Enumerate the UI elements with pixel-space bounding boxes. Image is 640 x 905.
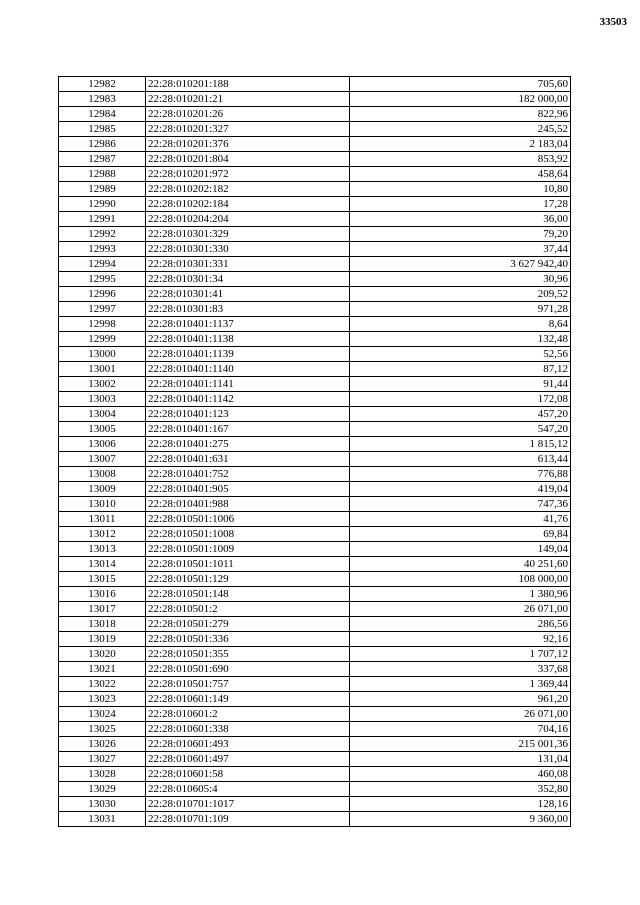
row-number-cell: 12990 [59, 197, 146, 212]
table-row [59, 782, 571, 797]
table-row [59, 662, 571, 677]
value-cell: 458,64 [350, 167, 571, 182]
cadastral-number-cell: 22:28:010501:129 [146, 572, 350, 587]
cadastral-number-cell: 22:28:010501:757 [146, 677, 350, 692]
table-row [59, 212, 571, 227]
table-row [59, 422, 571, 437]
table-row [59, 152, 571, 167]
table-row [59, 407, 571, 422]
cadastral-number-cell: 22:28:010501:355 [146, 647, 350, 662]
value-cell: 17,28 [350, 197, 571, 212]
table-row [59, 527, 571, 542]
table-row [59, 587, 571, 602]
table-row [59, 107, 571, 122]
row-number-cell: 12996 [59, 287, 146, 302]
cadastral-number-cell: 22:28:010201:972 [146, 167, 350, 182]
cadastral-number-cell: 22:28:010401:1140 [146, 362, 350, 377]
table-row [59, 467, 571, 482]
value-cell: 3 627 942,40 [350, 257, 571, 272]
value-cell: 26 071,00 [350, 602, 571, 617]
value-cell: 1 380,96 [350, 587, 571, 602]
value-cell: 215 001,36 [350, 737, 571, 752]
row-number-cell: 12982 [59, 77, 146, 92]
table-row [59, 797, 571, 812]
table-row [59, 77, 571, 92]
table-row [59, 452, 571, 467]
row-number-cell: 12993 [59, 242, 146, 257]
cadastral-number-cell: 22:28:010204:204 [146, 212, 350, 227]
cadastral-number-cell: 22:28:010401:631 [146, 452, 350, 467]
value-cell: 91,44 [350, 377, 571, 392]
cadastral-number-cell: 22:28:010601:497 [146, 752, 350, 767]
table-body [59, 77, 571, 827]
cadastral-number-cell: 22:28:010201:188 [146, 77, 350, 92]
value-cell: 37,44 [350, 242, 571, 257]
row-number-cell: 13000 [59, 347, 146, 362]
row-number-cell: 13005 [59, 422, 146, 437]
row-number-cell: 13006 [59, 437, 146, 452]
cadastral-number-cell: 22:28:010201:376 [146, 137, 350, 152]
cadastral-number-cell: 22:28:010501:1006 [146, 512, 350, 527]
table-row [59, 377, 571, 392]
value-cell: 41,76 [350, 512, 571, 527]
value-cell: 87,12 [350, 362, 571, 377]
value-cell: 776,88 [350, 467, 571, 482]
value-cell: 971,28 [350, 302, 571, 317]
value-cell: 209,52 [350, 287, 571, 302]
page-number: 33503 [599, 16, 627, 28]
cadastral-value-table [58, 76, 571, 827]
cadastral-number-cell: 22:28:010401:1137 [146, 317, 350, 332]
value-cell: 26 071,00 [350, 707, 571, 722]
cadastral-number-cell: 22:28:010401:1139 [146, 347, 350, 362]
row-number-cell: 13031 [59, 812, 146, 827]
row-number-cell: 13018 [59, 617, 146, 632]
cadastral-number-cell: 22:28:010301:329 [146, 227, 350, 242]
table-row [59, 122, 571, 137]
cadastral-number-cell: 22:28:010401:167 [146, 422, 350, 437]
cadastral-number-cell: 22:28:010401:1141 [146, 377, 350, 392]
row-number-cell: 13003 [59, 392, 146, 407]
value-cell: 128,16 [350, 797, 571, 812]
value-cell: 1 369,44 [350, 677, 571, 692]
cadastral-number-cell: 22:28:010301:83 [146, 302, 350, 317]
table-row [59, 752, 571, 767]
cadastral-number-cell: 22:28:010701:1017 [146, 797, 350, 812]
table-row [59, 482, 571, 497]
cadastral-number-cell: 22:28:010501:336 [146, 632, 350, 647]
value-cell: 457,20 [350, 407, 571, 422]
table-row [59, 272, 571, 287]
table-row [59, 557, 571, 572]
value-cell: 92,16 [350, 632, 571, 647]
table-row [59, 347, 571, 362]
value-cell: 419,04 [350, 482, 571, 497]
table-row [59, 437, 571, 452]
row-number-cell: 12987 [59, 152, 146, 167]
table-row [59, 182, 571, 197]
row-number-cell: 12986 [59, 137, 146, 152]
value-cell: 149,04 [350, 542, 571, 557]
value-cell: 961,20 [350, 692, 571, 707]
cadastral-number-cell: 22:28:010202:182 [146, 182, 350, 197]
table-row [59, 707, 571, 722]
row-number-cell: 13004 [59, 407, 146, 422]
value-cell: 1 707,12 [350, 647, 571, 662]
cadastral-number-cell: 22:28:010301:34 [146, 272, 350, 287]
cadastral-number-cell: 22:28:010201:26 [146, 107, 350, 122]
cadastral-number-cell: 22:28:010701:109 [146, 812, 350, 827]
cadastral-number-cell: 22:28:010501:1008 [146, 527, 350, 542]
table-row [59, 602, 571, 617]
cadastral-number-cell: 22:28:010401:752 [146, 467, 350, 482]
table-row [59, 542, 571, 557]
row-number-cell: 13002 [59, 377, 146, 392]
row-number-cell: 13027 [59, 752, 146, 767]
row-number-cell: 13017 [59, 602, 146, 617]
row-number-cell: 13001 [59, 362, 146, 377]
table-row [59, 362, 571, 377]
table-row [59, 647, 571, 662]
row-number-cell: 13012 [59, 527, 146, 542]
table-row [59, 317, 571, 332]
cadastral-number-cell: 22:28:010601:58 [146, 767, 350, 782]
table-row [59, 257, 571, 272]
cadastral-number-cell: 22:28:010501:279 [146, 617, 350, 632]
value-cell: 10,80 [350, 182, 571, 197]
row-number-cell: 12994 [59, 257, 146, 272]
value-cell: 69,84 [350, 527, 571, 542]
row-number-cell: 12983 [59, 92, 146, 107]
cadastral-number-cell: 22:28:010601:2 [146, 707, 350, 722]
row-number-cell: 12997 [59, 302, 146, 317]
row-number-cell: 13020 [59, 647, 146, 662]
value-cell: 52,56 [350, 347, 571, 362]
value-cell: 352,80 [350, 782, 571, 797]
table-row [59, 737, 571, 752]
cadastral-number-cell: 22:28:010501:148 [146, 587, 350, 602]
cadastral-number-cell: 22:28:010401:123 [146, 407, 350, 422]
value-cell: 2 183,04 [350, 137, 571, 152]
row-number-cell: 13021 [59, 662, 146, 677]
value-cell: 131,04 [350, 752, 571, 767]
row-number-cell: 13022 [59, 677, 146, 692]
table-row [59, 812, 571, 827]
cadastral-number-cell: 22:28:010601:338 [146, 722, 350, 737]
table-row [59, 512, 571, 527]
table-row [59, 332, 571, 347]
cadastral-number-cell: 22:28:010401:1138 [146, 332, 350, 347]
row-number-cell: 13014 [59, 557, 146, 572]
row-number-cell: 13009 [59, 482, 146, 497]
row-number-cell: 12988 [59, 167, 146, 182]
row-number-cell: 12985 [59, 122, 146, 137]
value-cell: 286,56 [350, 617, 571, 632]
cadastral-number-cell: 22:28:010201:327 [146, 122, 350, 137]
cadastral-number-cell: 22:28:010201:804 [146, 152, 350, 167]
value-cell: 36,00 [350, 212, 571, 227]
table-row [59, 677, 571, 692]
table-row [59, 767, 571, 782]
row-number-cell: 12989 [59, 182, 146, 197]
row-number-cell: 12991 [59, 212, 146, 227]
row-number-cell: 12999 [59, 332, 146, 347]
cadastral-number-cell: 22:28:010301:41 [146, 287, 350, 302]
row-number-cell: 13030 [59, 797, 146, 812]
table-row [59, 137, 571, 152]
table-row [59, 692, 571, 707]
row-number-cell: 13029 [59, 782, 146, 797]
table-row [59, 167, 571, 182]
value-cell: 172,08 [350, 392, 571, 407]
row-number-cell: 13028 [59, 767, 146, 782]
table-row [59, 392, 571, 407]
cadastral-number-cell: 22:28:010301:330 [146, 242, 350, 257]
table-row [59, 632, 571, 647]
value-cell: 1 815,12 [350, 437, 571, 452]
row-number-cell: 13024 [59, 707, 146, 722]
value-cell: 460,08 [350, 767, 571, 782]
value-cell: 704,16 [350, 722, 571, 737]
cadastral-number-cell: 22:28:010501:1009 [146, 542, 350, 557]
value-cell: 108 000,00 [350, 572, 571, 587]
cadastral-number-cell: 22:28:010202:184 [146, 197, 350, 212]
value-cell: 40 251,60 [350, 557, 571, 572]
value-cell: 547,20 [350, 422, 571, 437]
row-number-cell: 13015 [59, 572, 146, 587]
value-cell: 79,20 [350, 227, 571, 242]
table-row [59, 227, 571, 242]
value-cell: 705,60 [350, 77, 571, 92]
value-cell: 747,36 [350, 497, 571, 512]
table-row [59, 242, 571, 257]
cadastral-number-cell: 22:28:010501:2 [146, 602, 350, 617]
cadastral-number-cell: 22:28:010601:149 [146, 692, 350, 707]
value-cell: 132,48 [350, 332, 571, 347]
value-cell: 182 000,00 [350, 92, 571, 107]
row-number-cell: 13008 [59, 467, 146, 482]
cadastral-number-cell: 22:28:010301:331 [146, 257, 350, 272]
table-row [59, 302, 571, 317]
cadastral-number-cell: 22:28:010401:275 [146, 437, 350, 452]
row-number-cell: 12992 [59, 227, 146, 242]
table-row [59, 722, 571, 737]
value-cell: 30,96 [350, 272, 571, 287]
row-number-cell: 13016 [59, 587, 146, 602]
table-row [59, 572, 571, 587]
value-cell: 9 360,00 [350, 812, 571, 827]
row-number-cell: 13013 [59, 542, 146, 557]
row-number-cell: 13010 [59, 497, 146, 512]
table-row [59, 197, 571, 212]
row-number-cell: 13025 [59, 722, 146, 737]
cadastral-number-cell: 22:28:010501:690 [146, 662, 350, 677]
table-row [59, 287, 571, 302]
table-row [59, 617, 571, 632]
cadastral-number-cell: 22:28:010401:1142 [146, 392, 350, 407]
value-cell: 337,68 [350, 662, 571, 677]
row-number-cell: 13007 [59, 452, 146, 467]
cadastral-number-cell: 22:28:010201:21 [146, 92, 350, 107]
cadastral-number-cell: 22:28:010605:4 [146, 782, 350, 797]
value-cell: 245,52 [350, 122, 571, 137]
cadastral-number-cell: 22:28:010401:988 [146, 497, 350, 512]
row-number-cell: 13023 [59, 692, 146, 707]
row-number-cell: 13026 [59, 737, 146, 752]
value-cell: 613,44 [350, 452, 571, 467]
cadastral-number-cell: 22:28:010401:905 [146, 482, 350, 497]
cadastral-number-cell: 22:28:010601:493 [146, 737, 350, 752]
row-number-cell: 12998 [59, 317, 146, 332]
value-cell: 853,92 [350, 152, 571, 167]
value-cell: 822,96 [350, 107, 571, 122]
cadastral-number-cell: 22:28:010501:1011 [146, 557, 350, 572]
row-number-cell: 13011 [59, 512, 146, 527]
row-number-cell: 12984 [59, 107, 146, 122]
table-row [59, 497, 571, 512]
value-cell: 8,64 [350, 317, 571, 332]
row-number-cell: 13019 [59, 632, 146, 647]
row-number-cell: 12995 [59, 272, 146, 287]
table-row [59, 92, 571, 107]
